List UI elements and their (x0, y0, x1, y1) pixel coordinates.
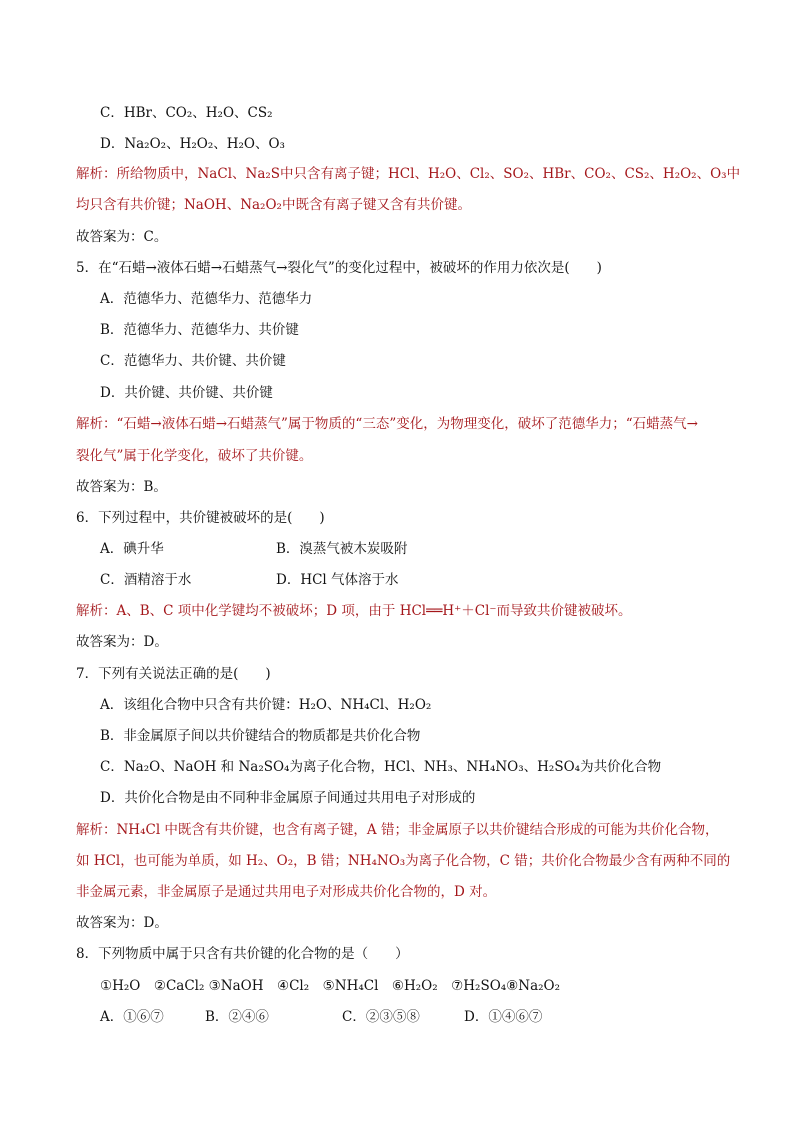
question-8-stem: 8．下列物质中属于只含有共价键的化合物的是（ ） (76, 946, 409, 962)
question-7-option-a: A．该组化合物中只含有共价键：H₂O、NH₄Cl、H₂O₂ (100, 697, 432, 713)
explanation-line: 裂化气”属于化学变化，破坏了共价键。 (76, 448, 313, 464)
question-6-option-d: D．HCl 气体溶于水 (276, 572, 399, 588)
answer-line: 故答案为：B。 (76, 479, 167, 495)
question-6-stem: 6．下列过程中，共价键被破坏的是( ) (76, 510, 325, 526)
option-c: C．HBr、CO₂、H₂O、CS₂ (100, 105, 273, 121)
question-7-option-d: D．共价化合物是由不同种非金属原子间通过共用电子对形成的 (100, 790, 476, 806)
question-5-option-d: D．共价键、共价键、共价键 (100, 385, 273, 401)
question-8-option-c: C．②③⑤⑧ (342, 1009, 420, 1025)
explanation-line: 如 HCl，也可能为单质，如 H₂、O₂，B 错；NH₄NO₃为离子化合物，C 错；共价化合物最少含有两种不同的 (76, 853, 731, 869)
explanation-line: 解析：A、B、C 项中化学键均不被破坏；D 项，由于 HCl══H⁺＋Cl⁻而导致共价键被破坏。 (76, 603, 632, 619)
question-7-stem: 7．下列有关说法正确的是( ) (76, 666, 271, 682)
question-5-option-a: A．范德华力、范德华力、范德华力 (100, 291, 313, 307)
question-5-stem: 5．在“石蜡→液体石蜡→石蜡蒸气→裂化气”的变化过程中，被破坏的作用力依次是( ) (76, 260, 602, 276)
question-6-option-b: B．溴蒸气被木炭吸附 (276, 541, 408, 557)
question-8-option-a: A．①⑥⑦ (100, 1009, 164, 1025)
explanation-line: 解析：所给物质中，NaCl、Na₂S中只含有离子键；HCl、H₂O、Cl₂、SO₂、HBr、CO₂、CS₂、H₂O₂、O₃中 (76, 166, 741, 182)
question-8-option-b: B．②④⑥ (205, 1009, 269, 1025)
question-6-option-c: C．酒精溶于水 (100, 572, 192, 588)
explanation-line: 解析：“石蜡→液体石蜡→石蜡蒸气”属于物质的“三态”变化，为物理变化，破坏了范德华力；“石蜡蒸气→ (76, 416, 698, 432)
question-7-option-c: C．Na₂O、NaOH 和 Na₂SO₄为离子化合物，HCl、NH₃、NH₄NO₃、H₂SO₄为共价化合物 (100, 759, 662, 775)
answer-line: 故答案为：D。 (76, 634, 168, 650)
explanation-line: 非金属元素，非金属原子是通过共用电子对形成共价化合物的，D 对。 (76, 884, 497, 900)
question-5-option-c: C．范德华力、共价键、共价键 (100, 353, 286, 369)
explanation-line: 解析：NH₄Cl 中既含有共价键，也含有离子键，A 错；非金属原子以共价键结合形成的可能为共价化合物， (76, 822, 719, 838)
question-8-substance-list: ①H₂O ②CaCl₂ ③NaOH ④Cl₂ ⑤NH₄Cl ⑥H₂O₂ ⑦H₂SO₄⑧Na₂O₂ (100, 978, 561, 994)
answer-line: 故答案为：D。 (76, 915, 168, 931)
question-8-option-d: D．①④⑥⑦ (464, 1009, 543, 1025)
question-7-option-b: B．非金属原子间以共价键结合的物质都是共价化合物 (100, 728, 421, 744)
question-6-option-a: A．碘升华 (100, 541, 164, 557)
explanation-line: 均只含有共价键；NaOH、Na₂O₂中既含有离子键又含有共价键。 (76, 197, 471, 213)
option-d: D．Na₂O₂、H₂O₂、H₂O、O₃ (100, 136, 285, 152)
answer-line: 故答案为：C。 (76, 229, 168, 245)
question-5-option-b: B．范德华力、范德华力、共价键 (100, 322, 299, 338)
